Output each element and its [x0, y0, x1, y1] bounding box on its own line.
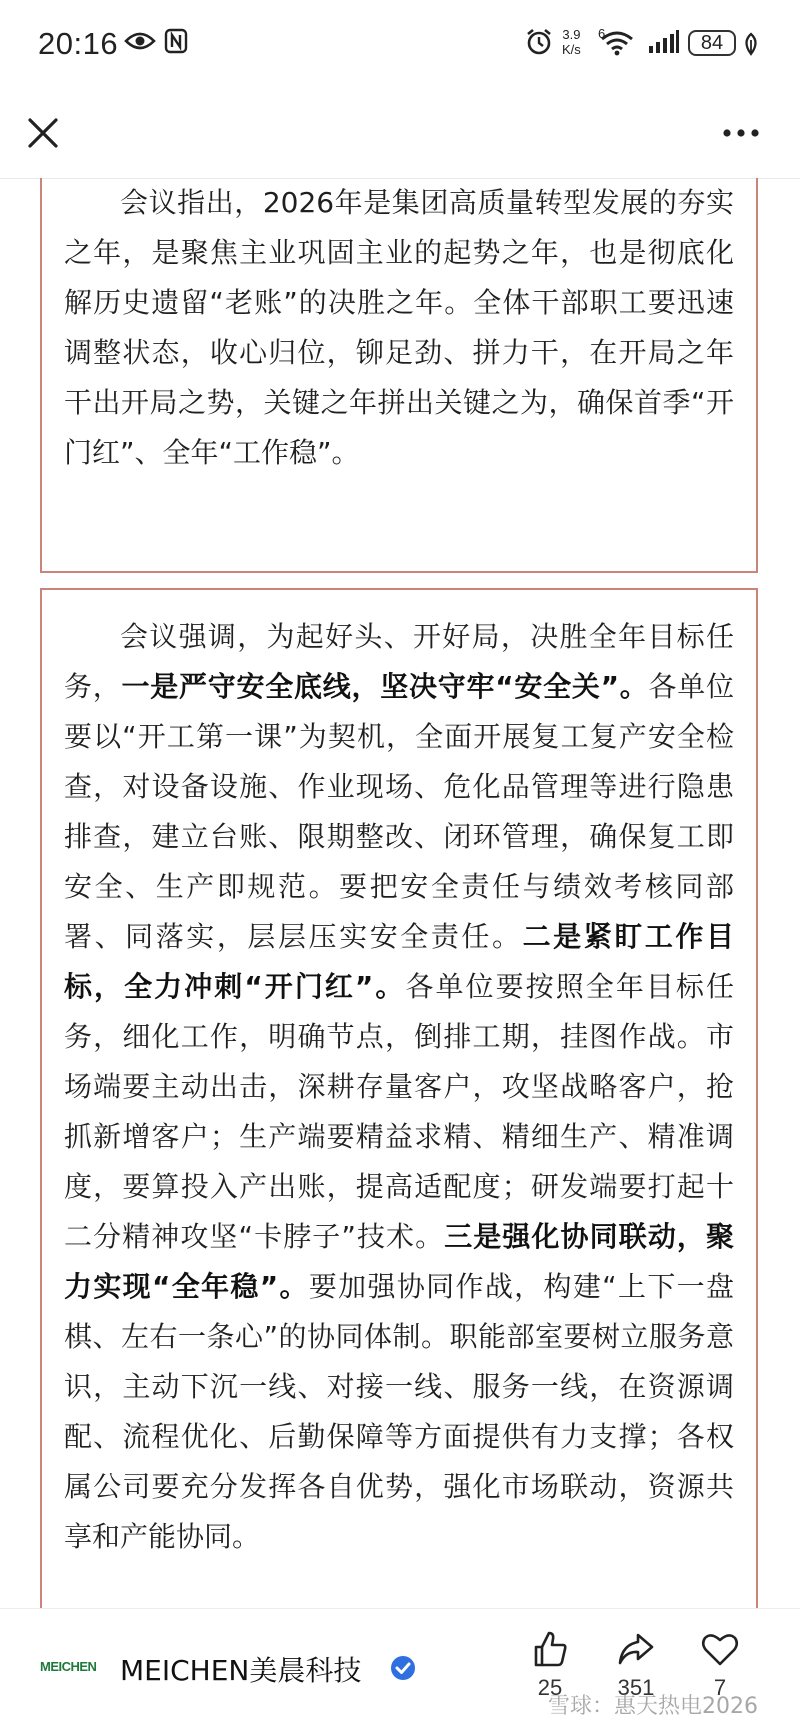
p2-bold-2: 二是紧盯工作目标，全力冲刺“开门红”。 [64, 920, 734, 1003]
p2-bold-3: 三是强化协同联动，聚力实现“全年稳”。 [64, 1220, 734, 1303]
share-count: 351 [617, 1675, 655, 1700]
favorite-count: 7 [713, 1675, 727, 1700]
signal-icon [648, 30, 680, 54]
net-speed [562, 27, 581, 57]
close-icon [20, 110, 66, 156]
paragraph-1: 会议指出，2026年是集团高质量转型发展的夯实之年，是聚焦主业巩固主业的起势之年，也是彻底化解历史遗留“老账”的决胜之年。全体干部职工要迅速调整状态，收心归位，铆足劲、拼力干，在开局之年干出开局之势，关键之年拼出关键之为，确保首季“开门红”、全年“工作稳”。 [64, 186, 734, 469]
p2-bold-1: 一是严守安全底线，坚决守牢“安全关”。 [121, 670, 649, 703]
author-logo[interactable]: MEICHEN [40, 1659, 97, 1674]
watermark-text: 雪球：惠天热电2026 [548, 1694, 758, 1719]
nfc-icon [164, 28, 188, 54]
paragraph-2 [64, 612, 734, 1562]
like-count: 25 [537, 1675, 563, 1700]
close-button[interactable] [20, 110, 66, 156]
leaf-icon [742, 32, 760, 56]
share-icon [616, 1629, 656, 1669]
p2-text-4: 要加强协同作战，构建“上下一盘棋、左右一条心”的协同体制。职能部室要树立服务意识，主动下沉一线、对接一线、服务一线，在资源调配、流程优化、后勤保障等方面提供有力支撑；各权属公司要充分发挥各自优势，强化市场联动，资源共享和产能协同。 [64, 1270, 734, 1553]
alarm-icon [525, 28, 553, 56]
top-nav-bar [0, 90, 800, 179]
status-time: 20:16 [38, 26, 119, 61]
heart-icon [700, 1629, 740, 1669]
net-speed-unit: K/s [562, 42, 581, 57]
article-content[interactable] [0, 178, 800, 1608]
wifi-icon [600, 30, 634, 56]
p2-text-1: 会议强调，为起好头、开好局，决胜全年目标任务， [64, 620, 734, 703]
author-name[interactable]: MEICHEN美晨科技 [120, 1654, 362, 1687]
battery-indicator: 84 [688, 30, 736, 56]
p2-text-3: 各单位要按照全年目标任务，细化工作，明确节点，倒排工期，挂图作战。市场端要主动出击，深耕存量客户，攻坚战略客户，抢抓新增客户；生产端要精益求精、精细生产、精准调度，要算投入产出账，提高适配度；研发端要打起十二分精神攻坚“卡脖子”技术。 [64, 970, 734, 1253]
net-speed-value: 3.9 [562, 27, 581, 42]
paragraph-box-2 [40, 588, 758, 1608]
bottom-bar [0, 1608, 800, 1728]
more-icon [718, 110, 764, 156]
network-type: 6 [598, 26, 606, 41]
p2-text-2: 各单位要以“开工第一课”为契机，全面开展复工复产安全检查，对设备设施、作业现场、危化品管理等进行隐患排查，建立台账、限期整改、闭环管理，确保复工即安全、生产即规范。要把安全责任与绩效考核同部署、同落实，层层压实安全责任。 [64, 670, 734, 953]
paragraph-box-1 [40, 178, 758, 573]
eye-icon [124, 30, 156, 52]
more-options-button[interactable] [718, 110, 764, 156]
status-bar [0, 0, 800, 90]
thumbs-up-icon [530, 1629, 570, 1669]
verified-badge-icon [390, 1655, 416, 1681]
